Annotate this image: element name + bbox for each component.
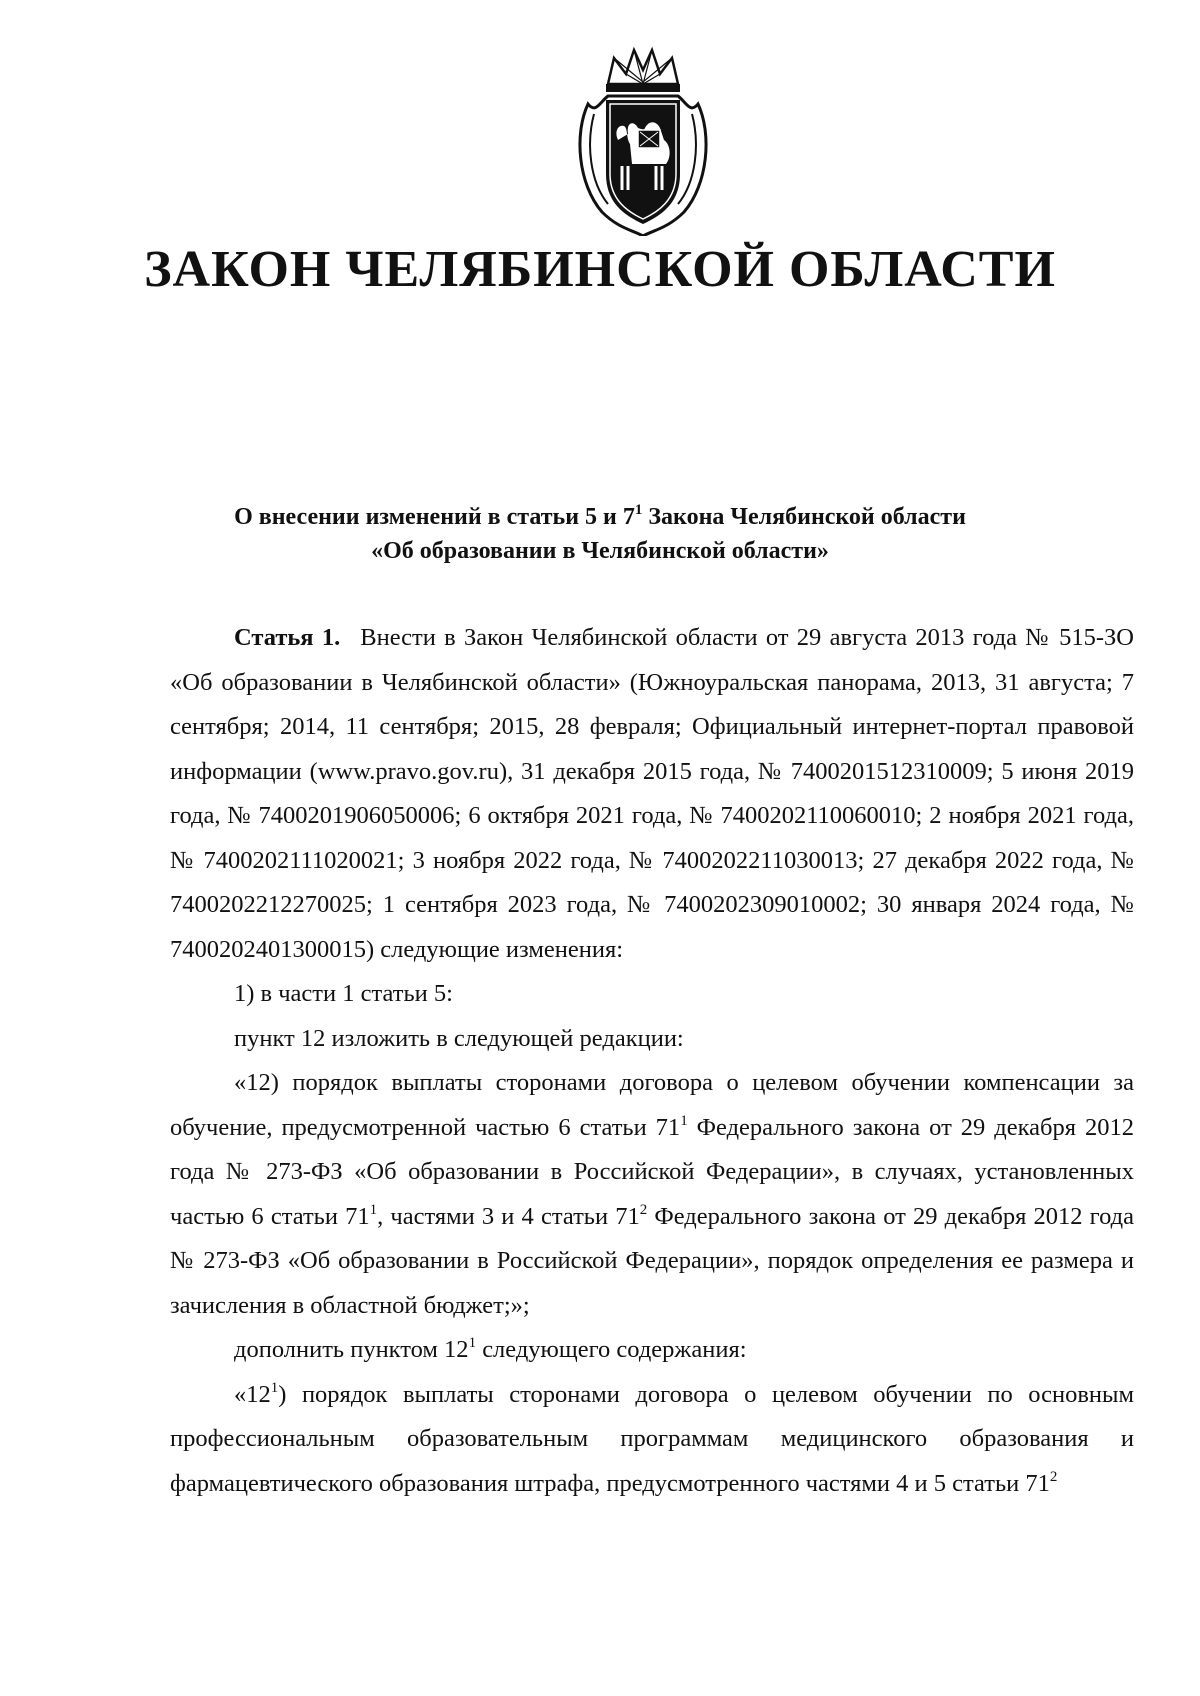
item-1: 1) в части 1 статьи 5: [234,980,453,1007]
article-label: Статья 1. [234,624,341,651]
point-12-text: «12) порядок выплаты сторонами договора о целевом обучении компенсации за обучение, предусмотренной частью 6 статьи $71^1$ Федерального закона от 29 декабря 2012 года № 273-ФЗ «Об образовании в Российской Федерации», в случаях, установленных частью 6 статьи $71^1$, частями 3 и 4 статьи $71^2$ Федерального закона от 29 декабря 2012 года № 273-ФЗ «Об образовании в Российской Федерации», порядок определения ее размера и зачисления в областной бюджет;»; [170,1069,1135,1319]
article-1-intro: Статья 1. Внести в Закон Челябинской области от 29 августа 2013 года № 515-ЗО «Об образовании в Челябинской области» (Южноуральская панорама, 2013, 31 августа; 7 сентября; 2014, 11 сентября; 2015, 28 февраля; Официальный интернет-портал правовой информации (www.pravo.gov.ru), 31 декабря 2015 года, № 7400201512310009; 5 июня 2019 года, № 7400201906050006; 6 октября 2021 года, № 7400202110060010; 2 ноября 2021 года, № 7400202111020021; 3 ноября 2022 года, № 7400202211030013; 27 декабря 2022 года, № 7400202212270025; 1 сентября 2023 года, № 7400202309010002; 30 января 2024 года, № 7400202401300015) следующие изменения: [170,624,1135,963]
law-subject [0,500,1200,568]
law-title: ЗАКОН ЧЕЛЯБИНСКОЙ ОБЛАСТИ [144,241,1056,298]
point-12-1-text: «$12^1$) порядок выплаты сторонами договора о целевом обучении по основным профессиональным образовательным программам медицинского образования и фармацевтического образования штрафа, предусмотренного частями 4 и 5 статьи $71^2$ [170,1379,1134,1497]
coat-of-arms-icon [568,44,718,236]
law-body [170,616,1134,1506]
subject-line-2: «Об образовании в Челябинской области» [371,538,829,564]
add-point-12-1: дополнить пунктом $12^1$ следующего содержания: [234,1335,747,1363]
item-1-sub: пункт 12 изложить в следующей редакции: [234,1024,684,1052]
subject-line-1: О внесении изменений в статьи 5 и $7^1$ Закона Челябинской области [234,502,966,530]
